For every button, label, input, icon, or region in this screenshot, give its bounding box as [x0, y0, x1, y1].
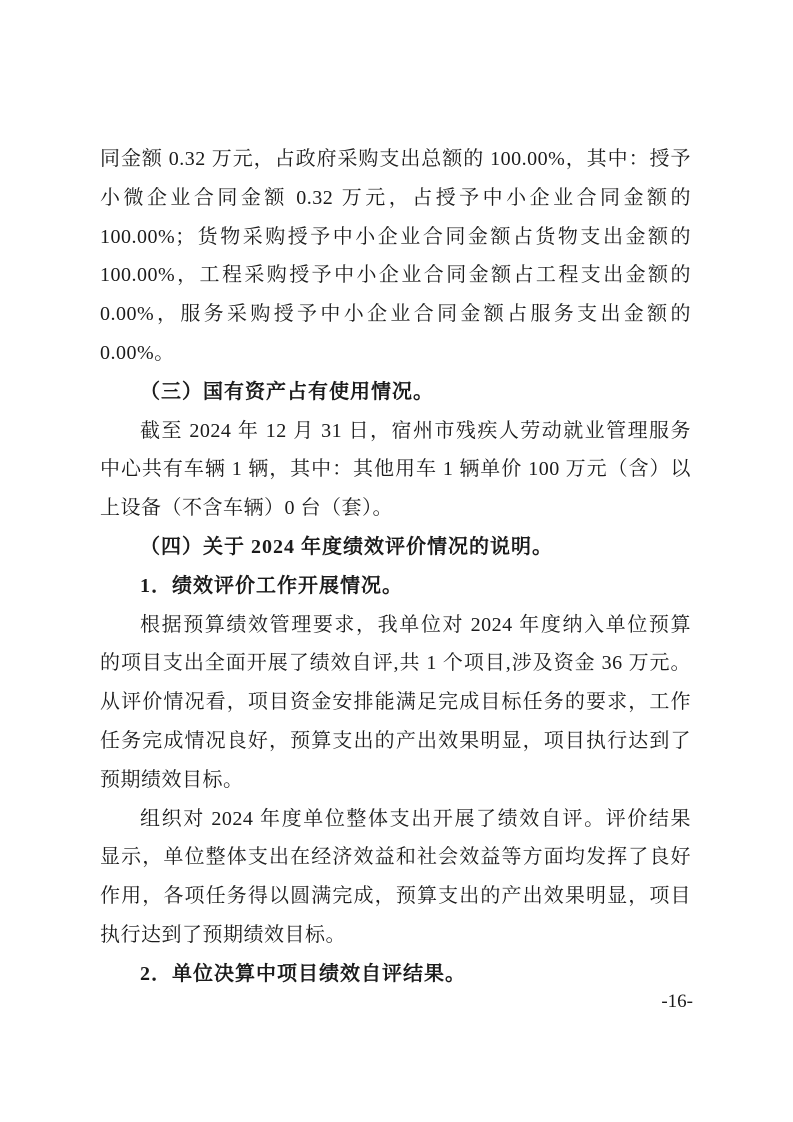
paragraph-line: 预期绩效目标。 [100, 768, 244, 791]
paragraph-line: 中心共有车辆 1 辆，其中：其他用车 1 辆单价 100 万元（含）以 [100, 458, 691, 481]
section-heading: （四）关于 2024 年度绩效评价情况的说明。 [140, 535, 553, 558]
paragraph-line: 任务完成情况良好，预算支出的产出效果明显，项目执行达到了 [100, 729, 691, 752]
page-number: -16- [661, 991, 693, 1012]
paragraph-line: 100.00%；货物采购授予中小企业合同金额占货物支出金额的 [100, 225, 691, 248]
section-heading: 1．绩效评价工作开展情况。 [140, 574, 403, 597]
paragraph-line: 执行达到了预期绩效目标。 [100, 923, 346, 946]
paragraph-line: 显示，单位整体支出在经济效益和社会效益等方面均发挥了良好 [100, 846, 691, 869]
section-heading: （三）国有资产占有使用情况。 [140, 380, 434, 403]
paragraph-line: 0.00%，服务采购授予中小企业合同金额占服务支出金额的 [100, 303, 691, 326]
paragraph-line: 组织对 2024 年度单位整体支出开展了绩效自评。评价结果 [140, 807, 691, 830]
paragraph-line: 根据预算绩效管理要求，我单位对 2024 年度纳入单位预算 [140, 613, 691, 636]
paragraph-line: 的项目支出全面开展了绩效自评,共 1 个项目,涉及资金 36 万元。 [100, 652, 691, 675]
paragraph-line: 截至 2024 年 12 月 31 日，宿州市残疾人劳动就业管理服务 [140, 419, 691, 442]
section-heading: 2．单位决算中项目绩效自评结果。 [140, 962, 466, 985]
document-body [100, 0, 691, 994]
paragraph-line: 作用，各项任务得以圆满完成，预算支出的产出效果明显，项目 [100, 885, 691, 908]
paragraph-line: 从评价情况看，项目资金安排能满足完成目标任务的要求，工作 [100, 691, 691, 714]
paragraph-line: 小微企业合同金额 0.32 万元，占授予中小企业合同金额的 [100, 186, 691, 209]
paragraph-line: 0.00%。 [100, 341, 175, 364]
paragraph-line: 同金额 0.32 万元，占政府采购支出总额的 100.00%，其中：授予 [100, 148, 691, 170]
paragraph-line: 上设备（不含车辆）0 台（套）。 [100, 497, 393, 520]
paragraph-line: 100.00%，工程采购授予中小企业合同金额占工程支出金额的 [100, 264, 691, 287]
